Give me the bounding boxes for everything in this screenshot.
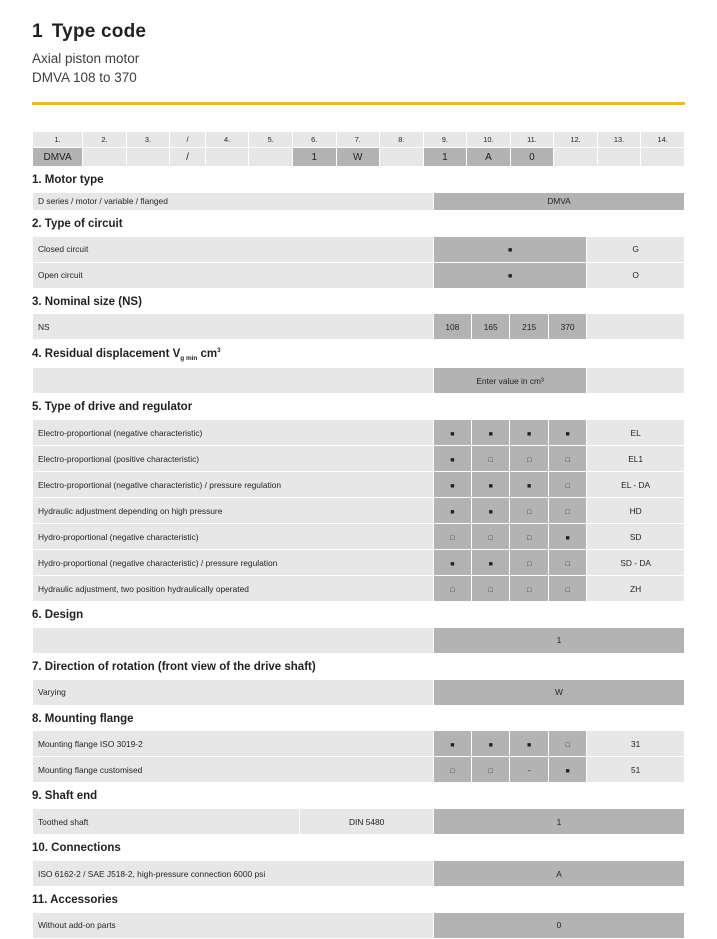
- selection-mark: [472, 731, 510, 757]
- position-cell: 1.: [33, 132, 83, 148]
- section-title-motor-type: 1. Motor type: [32, 174, 104, 187]
- selection-mark: [548, 498, 586, 524]
- page-title-number: 1: [32, 21, 43, 42]
- table-row: [33, 472, 685, 498]
- selection-mark: [510, 420, 548, 446]
- page-title-text: Type code: [51, 21, 147, 42]
- selection-mark: [510, 498, 548, 524]
- table-drive-regulator: [32, 419, 685, 602]
- position-cell: 4.: [205, 132, 249, 148]
- selection-mark: [472, 576, 510, 602]
- section-title-nominal-size: 3. Nominal size (NS): [32, 295, 142, 308]
- row-label: NS: [33, 314, 434, 340]
- selection-mark: [433, 262, 586, 288]
- row-label: Electro-proportional (negative characteristic): [33, 420, 434, 446]
- row-label: Toothed shaft: [33, 809, 300, 835]
- selection-mark: [472, 550, 510, 576]
- table-row: [33, 420, 685, 446]
- section-title-accessories: 11. Accessories: [32, 894, 118, 906]
- selection-mark: [548, 420, 586, 446]
- value-entry-cell[interactable]: Enter value in cm³: [433, 368, 586, 394]
- table-type-of-circuit: [32, 236, 685, 289]
- selection-mark: [433, 731, 471, 757]
- section-title-direction-of-rotation: 7. Direction of rotation (front view of the drive shaft): [32, 660, 316, 673]
- size-cell: 165: [472, 314, 510, 340]
- table-row: [33, 731, 685, 757]
- row-label: [33, 627, 434, 653]
- row-code: ZH: [587, 576, 685, 602]
- page-subtitle-line1: Axial piston motor: [32, 50, 140, 66]
- position-cell: /: [170, 132, 206, 148]
- row-label: Electro-proportional (positive characteristic): [33, 446, 434, 472]
- selection-mark: [548, 757, 586, 783]
- table-row: [33, 912, 685, 938]
- table-row: [33, 861, 685, 887]
- row-label: ISO 6162-2 / SAE J518-2, high-pressure connection 6000 psi: [33, 861, 434, 887]
- row-label: Mounting flange customised: [33, 757, 434, 783]
- table-row: [33, 809, 685, 835]
- position-cell: 8.: [380, 132, 424, 148]
- type-code-value: [554, 148, 598, 167]
- selection-mark: [548, 524, 586, 550]
- page-title: [32, 22, 685, 43]
- row-label: Closed circuit: [33, 236, 434, 262]
- selection-mark: [510, 472, 548, 498]
- row-code: G: [587, 236, 685, 262]
- page-subtitle-line2: DMVA 108 to 370: [32, 70, 137, 86]
- type-code-value-row: [33, 148, 685, 167]
- row-value: 1: [433, 809, 684, 835]
- selection-mark: [433, 236, 586, 262]
- type-code-bar: [32, 131, 685, 167]
- selection-mark: [433, 524, 471, 550]
- table-row: [33, 446, 685, 472]
- selection-mark: [433, 576, 471, 602]
- type-code-value: [126, 148, 170, 167]
- selection-mark: [510, 524, 548, 550]
- row-label: Open circuit: [33, 262, 434, 288]
- selection-mark: [548, 472, 586, 498]
- size-cell: 370: [548, 314, 586, 340]
- table-connections: [32, 860, 685, 887]
- selection-mark: [472, 524, 510, 550]
- selection-mark: [510, 576, 548, 602]
- selection-mark: [548, 550, 586, 576]
- table-row: [33, 262, 685, 288]
- type-code-value: [83, 148, 127, 167]
- row-label: Hydraulic adjustment depending on high pressure: [33, 498, 434, 524]
- selection-mark: [433, 472, 471, 498]
- table-design: [32, 627, 685, 654]
- row-label: Hydraulic adjustment, two position hydraulically operated: [33, 576, 434, 602]
- selection-mark: [548, 446, 586, 472]
- table-row: [33, 757, 685, 783]
- table-shaft-end: [32, 808, 685, 835]
- row-value: 0: [433, 912, 684, 938]
- row-code: SD - DA: [587, 550, 685, 576]
- section-title-mounting-flange: 8. Mounting flange: [32, 712, 134, 725]
- table-motor-type: [32, 192, 685, 211]
- table-row: [33, 314, 685, 340]
- selection-mark: [472, 472, 510, 498]
- selection-mark: [433, 446, 471, 472]
- row-standard: DIN 5480: [300, 809, 434, 835]
- section-title-superscript: 3: [217, 347, 221, 355]
- table-nominal-size: [32, 313, 685, 340]
- section-title-shaft-end: 9. Shaft end: [32, 790, 98, 803]
- type-code-value: [249, 148, 293, 167]
- type-code-value: [641, 148, 685, 167]
- selection-mark: [510, 550, 548, 576]
- position-cell: 14.: [641, 132, 685, 148]
- row-label: [33, 368, 434, 394]
- row-value: W: [433, 679, 684, 705]
- row-value: DMVA: [433, 192, 684, 210]
- row-label: Electro-proportional (negative characteristic) / pressure regulation: [33, 472, 434, 498]
- row-code: 31: [587, 731, 685, 757]
- position-cell: 12.: [554, 132, 598, 148]
- position-cell: 5.: [249, 132, 293, 148]
- row-label: Without add-on parts: [33, 912, 434, 938]
- selection-mark: [510, 446, 548, 472]
- selection-mark: [472, 757, 510, 783]
- type-code-value: DMVA: [33, 148, 83, 167]
- position-cell: 6.: [292, 132, 336, 148]
- position-cell: 2.: [83, 132, 127, 148]
- type-code-value: [205, 148, 249, 167]
- table-row: [33, 679, 685, 705]
- selection-mark: [433, 498, 471, 524]
- position-cell: 10.: [467, 132, 511, 148]
- position-cell: 3.: [126, 132, 170, 148]
- type-code-value: W: [336, 148, 380, 167]
- row-code: [587, 368, 685, 394]
- section-title-unit: cm: [200, 348, 218, 361]
- type-code-value: /: [170, 148, 206, 167]
- size-cell: 215: [510, 314, 548, 340]
- selection-mark: [433, 550, 471, 576]
- section-title-design: 6. Design: [32, 609, 84, 622]
- selection-mark: [510, 731, 548, 757]
- page-header: [32, 0, 685, 105]
- row-code: EL1: [587, 446, 685, 472]
- type-code-table: [32, 131, 685, 167]
- type-code-value: 0: [510, 148, 554, 167]
- position-cell: 13.: [597, 132, 641, 148]
- accent-rule: [32, 102, 685, 105]
- section-title-text: 4. Residual displacement V: [32, 348, 181, 361]
- selection-mark: [433, 420, 471, 446]
- table-row: [33, 524, 685, 550]
- table-direction-of-rotation: [32, 679, 685, 706]
- table-accessories: [32, 912, 685, 939]
- type-code-value: [597, 148, 641, 167]
- table-mounting-flange: [32, 730, 685, 783]
- selection-mark: [472, 420, 510, 446]
- selection-mark: [548, 731, 586, 757]
- row-code: [587, 314, 685, 340]
- row-code: 51: [587, 757, 685, 783]
- row-code: EL: [587, 420, 685, 446]
- row-value: A: [433, 861, 684, 887]
- position-cell: 7.: [336, 132, 380, 148]
- size-cell: 108: [433, 314, 471, 340]
- row-code: SD: [587, 524, 685, 550]
- section-title-connections: 10. Connections: [32, 842, 121, 855]
- table-residual-displacement: [32, 367, 685, 394]
- table-row: [33, 576, 685, 602]
- table-row: [33, 627, 685, 653]
- position-cell: 11.: [510, 132, 554, 148]
- section-title-drive-regulator: 5. Type of drive and regulator: [32, 401, 193, 414]
- row-code: O: [587, 262, 685, 288]
- table-row: [33, 368, 685, 394]
- type-code-value: [380, 148, 424, 167]
- row-label: D series / motor / variable / flanged: [33, 192, 434, 210]
- type-code-position-row: [33, 132, 685, 148]
- selection-mark: [548, 576, 586, 602]
- row-label: Hydro-proportional (negative characteristic): [33, 524, 434, 550]
- selection-mark: [472, 498, 510, 524]
- type-code-value: 1: [423, 148, 467, 167]
- table-row: [33, 498, 685, 524]
- row-code: HD: [587, 498, 685, 524]
- selection-mark-dash: -: [510, 757, 548, 783]
- table-row: [33, 236, 685, 262]
- selection-mark: [472, 446, 510, 472]
- table-row: [33, 550, 685, 576]
- type-code-value: A: [467, 148, 511, 167]
- table-row: [33, 192, 685, 210]
- section-title-residual-displacement: [32, 347, 685, 363]
- row-label: Hydro-proportional (negative characteristic) / pressure regulation: [33, 550, 434, 576]
- section-title-type-of-circuit: 2. Type of circuit: [32, 217, 123, 230]
- section-title-subscript: g min: [180, 355, 198, 363]
- row-label: Mounting flange ISO 3019-2: [33, 731, 434, 757]
- position-cell: 9.: [423, 132, 467, 148]
- row-code: EL - DA: [587, 472, 685, 498]
- row-value: 1: [433, 627, 684, 653]
- type-code-value: 1: [292, 148, 336, 167]
- row-label: Varying: [33, 679, 434, 705]
- selection-mark: [433, 757, 471, 783]
